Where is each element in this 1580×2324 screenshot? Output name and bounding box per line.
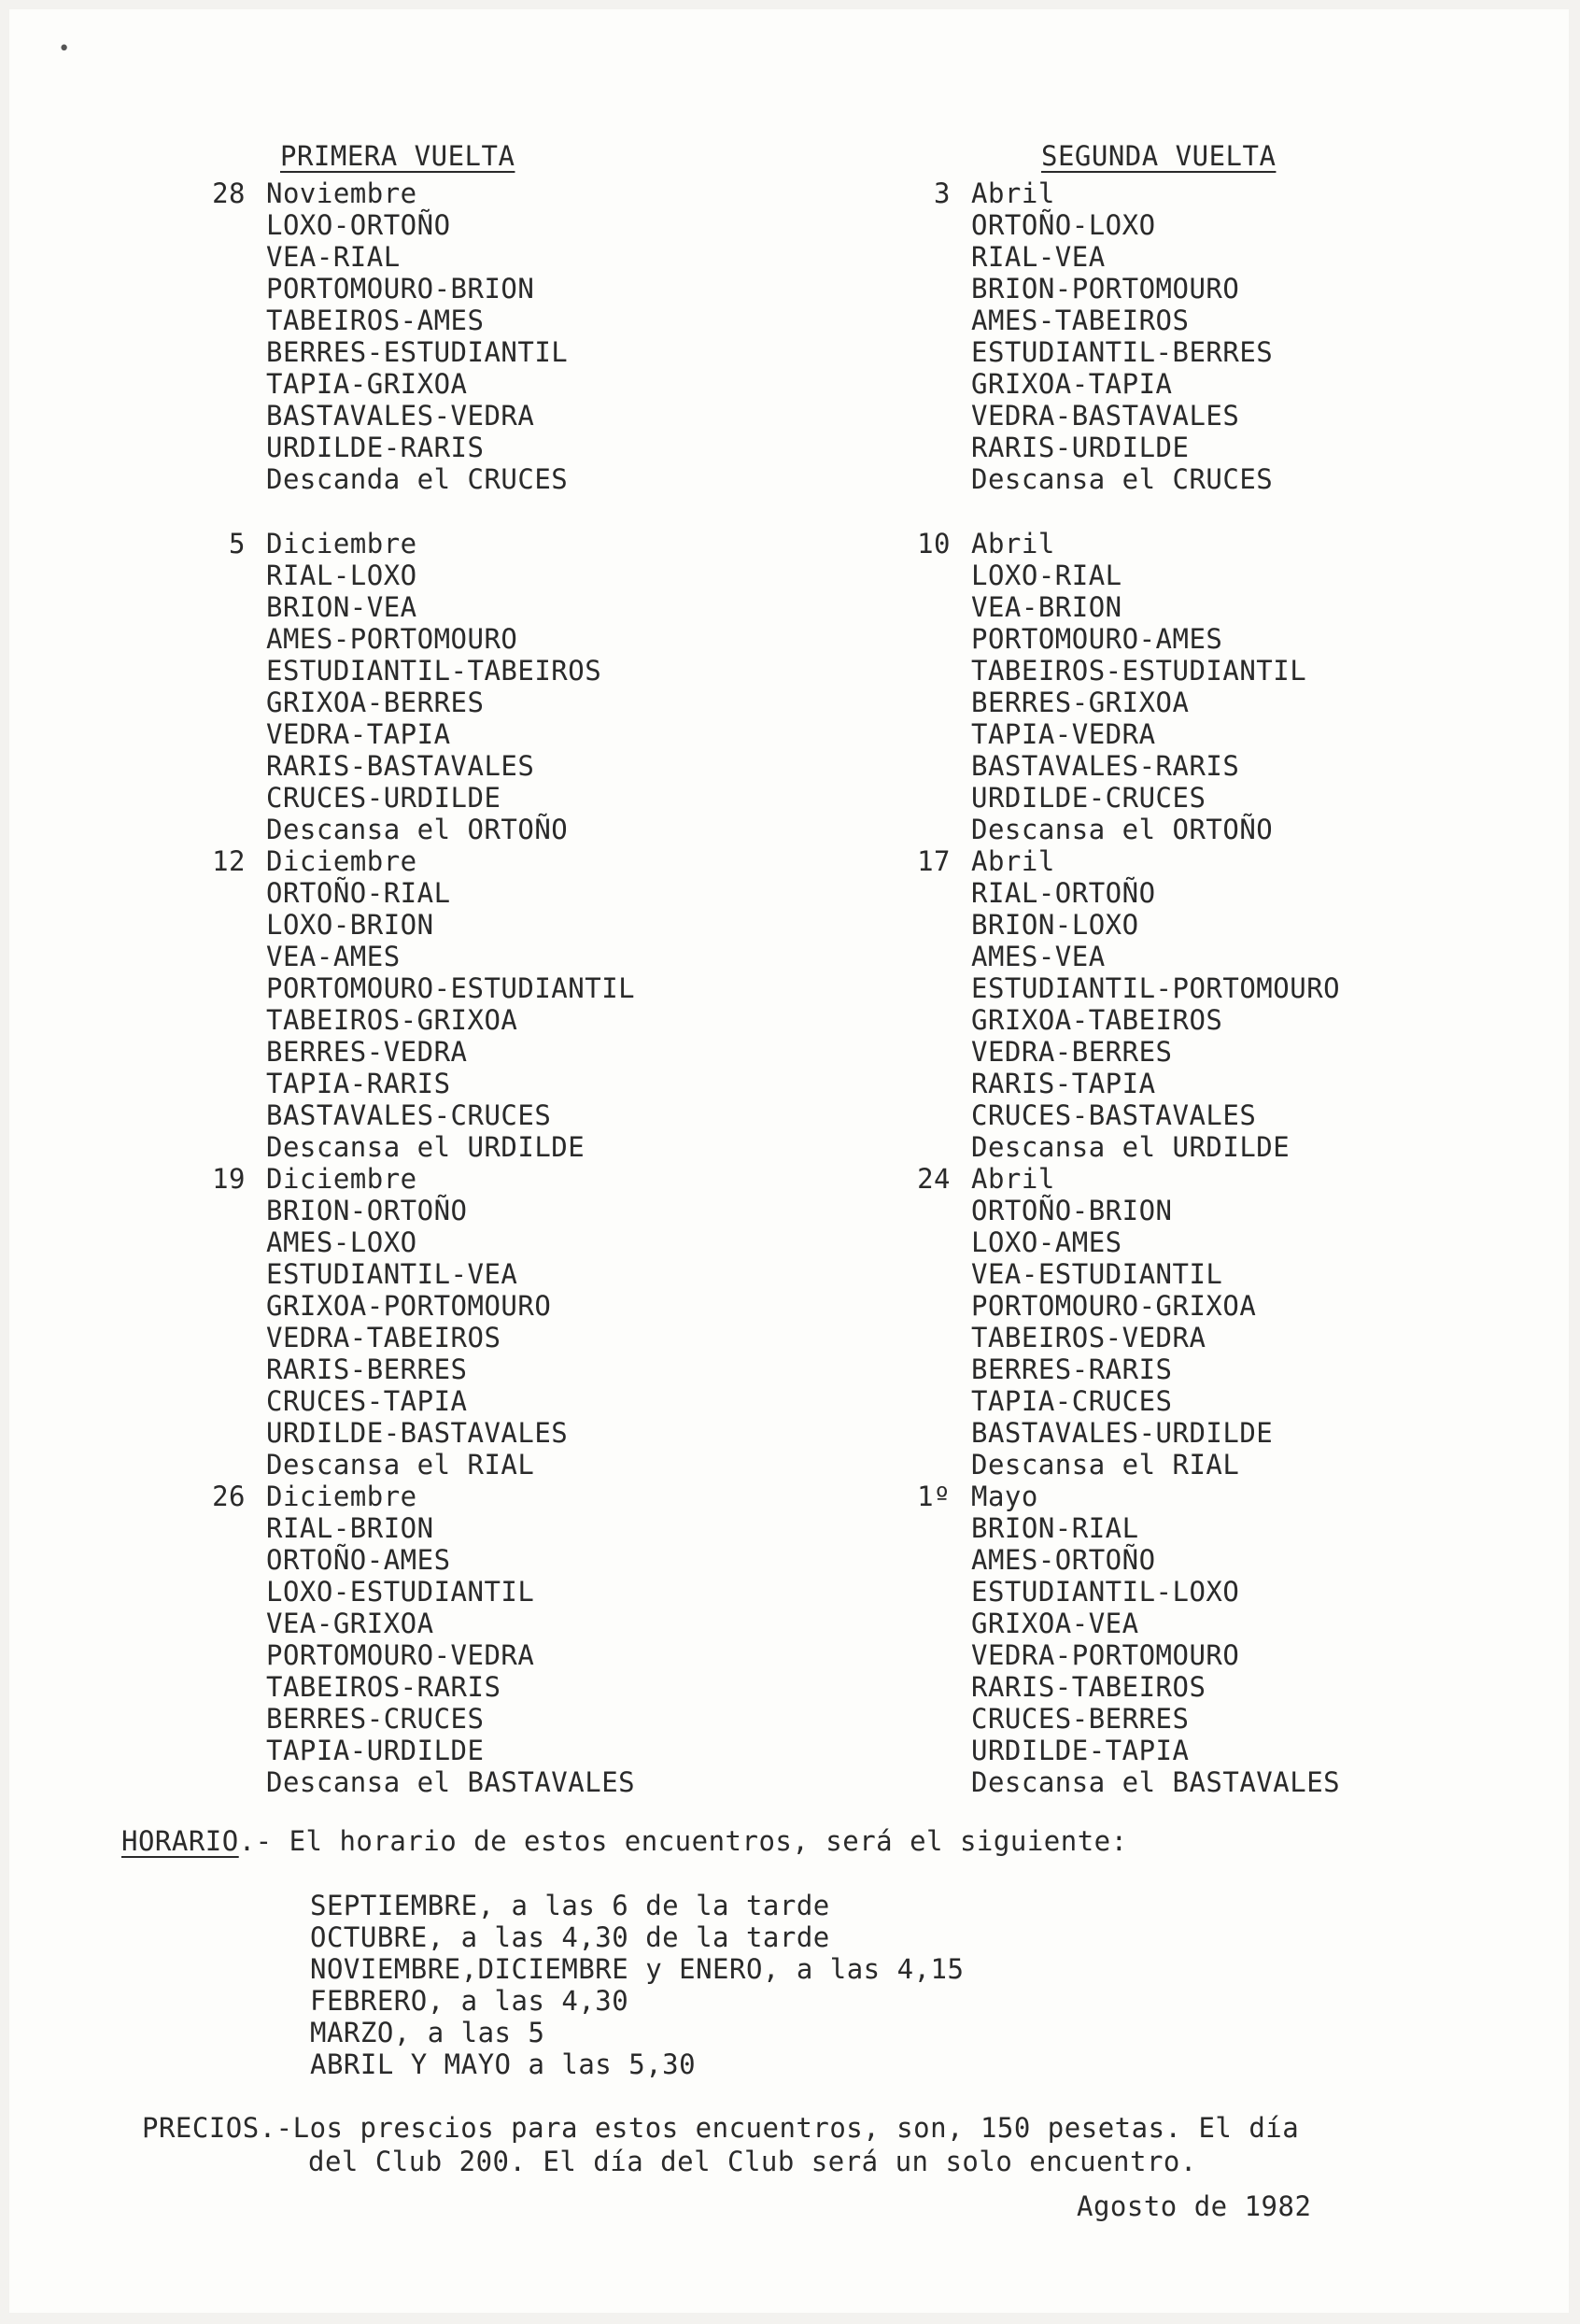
match-line: CRUCES-URDILDE [266,782,501,814]
match-line: CRUCES-BERRES [971,1703,1190,1735]
round-month: Noviembre [266,177,417,209]
match-line: URDILDE-BASTAVALES [266,1417,569,1449]
round-lines [971,1481,1340,1798]
match-line: TAPIA-CRUCES [971,1385,1173,1417]
match-line: RARIS-BASTAVALES [266,750,535,782]
schedule-line: FEBRERO, a las 4,30 [310,1985,629,2017]
match-line: ESTUDIANTIL-BERRES [971,336,1274,368]
rest-line: Descansa el CRUCES [971,463,1274,495]
horario-text: .- El horario de estos encuentros, será el siguiente: [238,1825,1128,1857]
match-line: BASTAVALES-CRUCES [266,1099,552,1131]
schedule-line: NOVIEMBRE,DICIEMBRE y ENERO, a las 4,15 [310,1953,965,1985]
match-line: RARIS-BERRES [266,1353,468,1385]
schedule-line: ABRIL Y MAYO a las 5,30 [310,2048,697,2080]
schedule-line: SEPTIEMBRE, a las 6 de la tarde [310,1890,830,1921]
match-line: GRIXOA-PORTOMOURO [266,1290,552,1322]
round-lines [971,845,1340,1163]
match-line: GRIXOA-BERRES [266,687,485,718]
match-line: BASTAVALES-URDILDE [971,1417,1274,1449]
match-line: GRIXOA-VEA [971,1608,1139,1639]
match-line: VEDRA-BASTAVALES [971,400,1240,432]
match-line: LOXO-ESTUDIANTIL [266,1576,535,1608]
round-day: 3 [934,177,951,209]
match-line: TABEIROS-ESTUDIANTIL [971,655,1307,687]
round-day: 28 [212,177,246,209]
match-line: VEA-BRION [971,591,1122,623]
round-lines [971,177,1273,495]
match-line: LOXO-BRION [266,909,434,941]
round-month: Abril [971,845,1055,877]
match-line: ORTOÑO-AMES [266,1544,451,1576]
match-line: ORTOÑO-LOXO [971,209,1156,241]
match-line: AMES-PORTOMOURO [266,623,518,655]
match-line: BRION-RIAL [971,1512,1139,1544]
match-line: RIAL-BRION [266,1512,434,1544]
match-line: TAPIA-RARIS [266,1068,451,1099]
match-line: GRIXOA-TABEIROS [971,1004,1223,1036]
stray-mark: • [58,37,71,61]
match-line: PORTOMOURO-GRIXOA [971,1290,1257,1322]
match-line: AMES-VEA [971,941,1106,972]
match-line: URDILDE-CRUCES [971,782,1206,814]
match-line: BERRES-VEDRA [266,1036,468,1068]
match-line: VEA-ESTUDIANTIL [971,1258,1223,1290]
match-line: AMES-ORTOÑO [971,1544,1156,1576]
rest-line: Descansa el RIAL [971,1449,1240,1481]
round-month: Abril [971,528,1055,560]
match-line: CRUCES-TAPIA [266,1385,468,1417]
match-line: TABEIROS-VEDRA [971,1322,1206,1353]
match-line: TAPIA-URDILDE [266,1735,485,1766]
match-line: BERRES-GRIXOA [971,687,1190,718]
round-lines [971,528,1306,845]
match-line: PORTOMOURO-ESTUDIANTIL [266,972,636,1004]
match-line: BERRES-RARIS [971,1353,1173,1385]
round-month: Mayo [971,1481,1038,1512]
round-lines [266,845,635,1163]
match-line: BASTAVALES-VEDRA [266,400,535,432]
match-line: LOXO-ORTOÑO [266,209,451,241]
match-line: BERRES-CRUCES [266,1703,485,1735]
match-line: URDILDE-RARIS [266,432,485,463]
round-lines [266,1163,568,1481]
match-line: VEDRA-BERRES [971,1036,1173,1068]
round-day: 19 [212,1163,246,1195]
round-month: Diciembre [266,1163,417,1195]
match-line: BRION-PORTOMOURO [971,273,1240,305]
rest-line: Descansa el URDILDE [266,1131,585,1163]
round-month: Diciembre [266,1481,417,1512]
rest-line: Descansa el ORTOÑO [266,814,569,845]
round-day: 24 [917,1163,951,1195]
match-line: BERRES-ESTUDIANTIL [266,336,569,368]
match-line: BASTAVALES-RARIS [971,750,1240,782]
round-month: Diciembre [266,845,417,877]
round-month: Abril [971,177,1055,209]
round-lines [971,1163,1273,1481]
rest-line: Descansa el ORTOÑO [971,814,1274,845]
match-line: BRION-LOXO [971,909,1139,941]
match-line: RARIS-TAPIA [971,1068,1156,1099]
rest-line: Descansa el URDILDE [971,1131,1291,1163]
match-line: PORTOMOURO-VEDRA [266,1639,535,1671]
match-line: AMES-TABEIROS [971,305,1190,336]
match-line: VEDRA-PORTOMOURO [971,1639,1240,1671]
round-lines [266,1481,635,1798]
round-month: Abril [971,1163,1055,1195]
round-day: 5 [229,528,246,560]
match-line: TAPIA-GRIXOA [266,368,468,400]
match-line: ESTUDIANTIL-PORTOMOURO [971,972,1341,1004]
round-day: 17 [917,845,951,877]
match-line: ESTUDIANTIL-TABEIROS [266,655,602,687]
match-line: VEDRA-TAPIA [266,718,451,750]
rest-line: Descansa el RIAL [266,1449,535,1481]
match-line: AMES-LOXO [266,1226,417,1258]
match-line: RARIS-TABEIROS [971,1671,1206,1703]
horario-schedule [310,1890,964,2080]
match-line: RIAL-LOXO [266,560,417,591]
schedule-line: OCTUBRE, a las 4,30 de la tarde [310,1921,830,1953]
match-line: TAPIA-VEDRA [971,718,1156,750]
match-line: LOXO-RIAL [971,560,1122,591]
round-day: 12 [212,845,246,877]
rest-line: Descansa el BASTAVALES [971,1766,1341,1798]
match-line: GRIXOA-TAPIA [971,368,1173,400]
schedule-line: MARZO, a las 5 [310,2017,545,2048]
rest-line: Descansa el BASTAVALES [266,1766,636,1798]
round-day: 1º [917,1481,951,1512]
match-line: LOXO-AMES [971,1226,1122,1258]
round-day: 10 [917,528,951,560]
round-month: Diciembre [266,528,417,560]
match-line: PORTOMOURO-AMES [971,623,1223,655]
match-line: BRION-ORTOÑO [266,1195,468,1226]
horario-paragraph [121,1824,1128,1858]
rest-line: Descanda el CRUCES [266,463,569,495]
primera-vuelta-heading: PRIMERA VUELTA [280,140,515,172]
match-line: VEDRA-TABEIROS [266,1322,501,1353]
match-line: VEA-RIAL [266,241,401,273]
match-line: ESTUDIANTIL-VEA [266,1258,518,1290]
horario-label: HORARIO [121,1825,239,1857]
match-line: RIAL-ORTOÑO [971,877,1156,909]
precios-line-2: del Club 200. El día del Club será un solo encuentro. [308,2146,1197,2177]
match-line: VEA-AMES [266,941,401,972]
match-line: BRION-VEA [266,591,417,623]
match-line: ORTOÑO-BRION [971,1195,1173,1226]
match-line: PORTOMOURO-BRION [266,273,535,305]
match-line: VEA-GRIXOA [266,1608,434,1639]
match-line: ORTOÑO-RIAL [266,877,451,909]
precios-paragraph [142,2111,1299,2178]
match-line: TABEIROS-RARIS [266,1671,501,1703]
round-day: 26 [212,1481,246,1512]
round-lines [266,528,601,845]
match-line: URDILDE-TAPIA [971,1735,1190,1766]
match-line: RIAL-VEA [971,241,1106,273]
round-lines [266,177,568,495]
precios-line-1: PRECIOS.-Los prescios para estos encuentros, son, 150 pesetas. El día [142,2112,1300,2144]
segunda-vuelta-heading: SEGUNDA VUELTA [1041,140,1277,172]
document-page [9,9,1569,2313]
document-date: Agosto de 1982 [1077,2190,1312,2222]
match-line: CRUCES-BASTAVALES [971,1099,1257,1131]
match-line: TABEIROS-AMES [266,305,485,336]
match-line: TABEIROS-GRIXOA [266,1004,518,1036]
match-line: ESTUDIANTIL-LOXO [971,1576,1240,1608]
match-line: RARIS-URDILDE [971,432,1190,463]
